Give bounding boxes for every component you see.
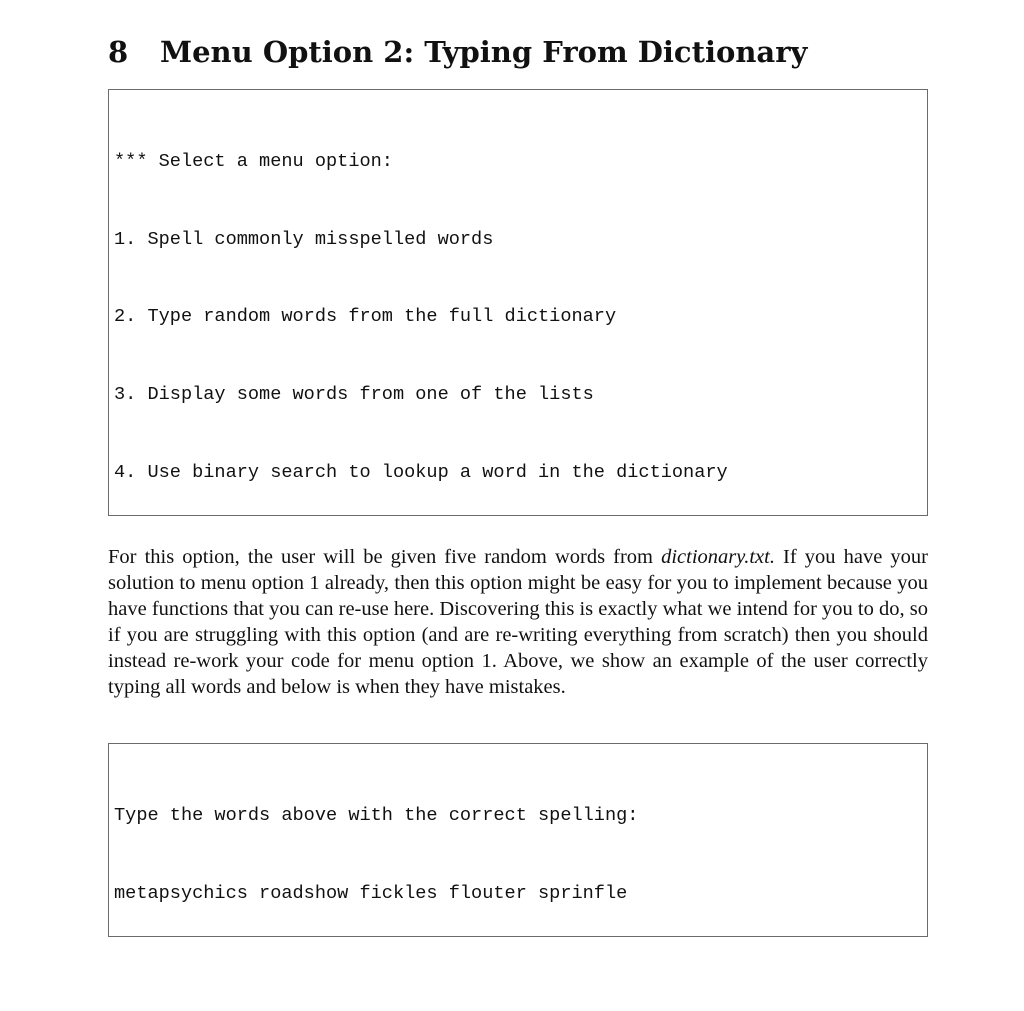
example-output-mistakes — [108, 743, 928, 937]
code-line: 1. Spell commonly misspelled words — [114, 228, 494, 250]
code-line: *** Select a menu option: — [114, 150, 393, 172]
section-title: Menu Option 2: Typing From Dictionary — [160, 35, 808, 69]
code-line: Type the words above with the correct spelling: — [114, 804, 639, 826]
dictionary-filename: dictionary.txt. — [661, 546, 775, 568]
section-heading — [108, 30, 807, 74]
code-line: 3. Display some words from one of the lists — [114, 383, 594, 405]
description-text-start: For this option, the user will be given five random words from — [108, 546, 662, 568]
code-line: 4. Use binary search to lookup a word in the dictionary — [114, 461, 728, 483]
description-text-end: If you have your solution to menu option 1 already, then this option might be easy for you to implement because you have functions that you can re-use here. Discovering this is exactly what we intend for you to do, so if you are struggling with this option (and are re-writing everything from scratch) then you should instead re-work your code for menu option 1. Above, we show an example of the user correctly typing all words and below is when they have mistakes. — [108, 546, 928, 698]
description-paragraph — [108, 545, 928, 700]
code-line: metapsychics roadshow fickles flouter sprinfle — [114, 882, 628, 904]
section-number: 8 — [108, 35, 129, 69]
code-line: 2. Type random words from the full dictionary — [114, 306, 617, 328]
example-output-correct — [108, 89, 928, 516]
